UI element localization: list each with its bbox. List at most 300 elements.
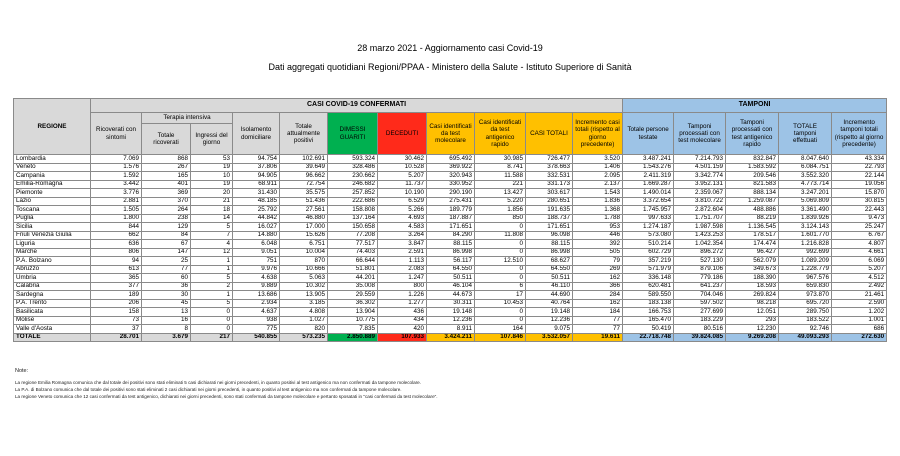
- value-cell: 77: [573, 316, 623, 325]
- value-cell: 102.691: [280, 155, 328, 164]
- value-cell: 12.051: [726, 308, 779, 317]
- value-cell: 1.042.354: [674, 240, 726, 249]
- totals-row: [14, 333, 887, 342]
- value-cell: 2.492: [832, 282, 887, 291]
- value-cell: 488.886: [726, 206, 779, 215]
- value-cell: 0: [191, 308, 233, 317]
- value-cell: 77: [142, 265, 191, 274]
- value-cell: 2.095: [573, 172, 623, 181]
- value-cell: 10: [191, 172, 233, 181]
- value-cell: 40.764: [526, 299, 573, 308]
- value-cell: 832.847: [726, 155, 779, 164]
- value-cell: 0: [475, 248, 526, 257]
- region-cell: Valle d'Aosta: [14, 325, 91, 334]
- value-cell: 3.247.201: [779, 189, 832, 198]
- value-cell: 10.528: [378, 163, 427, 172]
- value-cell: 369: [142, 189, 191, 198]
- value-cell: 303.617: [526, 189, 573, 198]
- header-casi-totali: CASI TOTALI: [526, 113, 573, 155]
- value-cell: 64.550: [427, 265, 475, 274]
- value-cell: 0: [191, 316, 233, 325]
- value-cell: 37: [91, 325, 142, 334]
- value-cell: 1.136.545: [726, 223, 779, 232]
- value-cell: 50.511: [427, 274, 475, 283]
- value-cell: 166.753: [623, 308, 674, 317]
- value-cell: 1.669.287: [623, 180, 674, 189]
- value-cell: 686: [832, 325, 887, 334]
- value-cell: 2.359.067: [674, 189, 726, 198]
- value-cell: 88.219: [726, 214, 779, 223]
- value-cell: 275.431: [427, 197, 475, 206]
- value-cell: 183.522: [779, 316, 832, 325]
- value-cell: 68.627: [526, 257, 573, 266]
- value-cell: 3.442: [91, 180, 142, 189]
- region-cell: P.A. Trento: [14, 299, 91, 308]
- value-cell: 162: [573, 299, 623, 308]
- value-cell: 230.662: [328, 172, 378, 181]
- value-cell: 72.754: [280, 180, 328, 189]
- table-row: [14, 248, 887, 257]
- value-cell: 10.666: [280, 265, 328, 274]
- value-cell: 4.501.159: [674, 163, 726, 172]
- region-cell: Veneto: [14, 163, 91, 172]
- value-cell: 30: [142, 291, 191, 300]
- value-cell: 39.824.085: [674, 333, 726, 342]
- value-cell: 22.443: [832, 206, 887, 215]
- value-cell: 973.870: [779, 291, 832, 300]
- value-cell: 4.638: [233, 274, 280, 283]
- value-cell: 293: [726, 316, 779, 325]
- value-cell: 277.699: [674, 308, 726, 317]
- value-cell: 332.531: [526, 172, 573, 181]
- value-cell: 4.583: [378, 223, 427, 232]
- value-cell: 573.235: [280, 333, 328, 342]
- value-cell: 92.746: [779, 325, 832, 334]
- value-cell: 189.779: [427, 206, 475, 215]
- note-line-2: La P.A. di Bolzano comunica che dal totale dei positivi sono stati eliminati 2 casi dichiarati nei giorni precedenti, in quanto positivi al test antigenico ma non confermati da tampone molecolare.: [15, 387, 402, 392]
- value-cell: 0: [475, 240, 526, 249]
- value-cell: 178.517: [726, 231, 779, 240]
- value-cell: 19: [191, 163, 233, 172]
- header-terapia-intensiva: Terapia intensiva: [142, 113, 233, 124]
- region-cell: Molise: [14, 316, 91, 325]
- header-group-tamponi: TAMPONI: [623, 99, 887, 113]
- value-cell: 22.718.748: [623, 333, 674, 342]
- value-cell: 800: [378, 282, 427, 291]
- report-title: 28 marzo 2021 - Aggiornamento casi Covid-19: [357, 43, 543, 53]
- region-cell: Abruzzo: [14, 265, 91, 274]
- value-cell: 150.658: [328, 223, 378, 232]
- value-cell: 992.699: [779, 248, 832, 257]
- value-cell: 365: [91, 274, 142, 283]
- value-cell: 19.148: [427, 308, 475, 317]
- value-cell: 46.110: [526, 282, 573, 291]
- value-cell: 888.134: [726, 189, 779, 198]
- value-cell: 15.870: [832, 189, 887, 198]
- value-cell: 938: [233, 316, 280, 325]
- value-cell: 613: [91, 265, 142, 274]
- value-cell: 3.264: [378, 231, 427, 240]
- table-row: [14, 274, 887, 283]
- header-totale-tamponi: TOTALE tamponi effettuati: [779, 113, 832, 155]
- value-cell: 289.750: [779, 308, 832, 317]
- value-cell: 67: [142, 240, 191, 249]
- value-cell: 6.048: [233, 240, 280, 249]
- region-cell: Toscana: [14, 206, 91, 215]
- value-cell: 5.207: [378, 172, 427, 181]
- value-cell: 870: [280, 257, 328, 266]
- value-cell: 9.051: [233, 248, 280, 257]
- value-cell: 269: [573, 265, 623, 274]
- value-cell: 602.729: [623, 248, 674, 257]
- value-cell: 272.630: [832, 333, 887, 342]
- value-cell: 4.807: [832, 240, 887, 249]
- value-cell: 0: [475, 316, 526, 325]
- value-cell: 11.588: [475, 172, 526, 181]
- value-cell: 77.517: [328, 240, 378, 249]
- value-cell: 189: [91, 291, 142, 300]
- table-row: [14, 155, 887, 164]
- value-cell: 66.644: [328, 257, 378, 266]
- region-cell: Marche: [14, 248, 91, 257]
- region-cell: Calabria: [14, 282, 91, 291]
- table-row: [14, 214, 887, 223]
- value-cell: 1.800: [91, 214, 142, 223]
- value-cell: 6.084.751: [779, 163, 832, 172]
- value-cell: 22.144: [832, 172, 887, 181]
- value-cell: 36: [142, 282, 191, 291]
- value-cell: 88.115: [526, 240, 573, 249]
- value-cell: 7.069: [91, 155, 142, 164]
- value-cell: 1.423.253: [674, 231, 726, 240]
- value-cell: 436: [378, 308, 427, 317]
- table-row: [14, 163, 887, 172]
- value-cell: 0: [475, 223, 526, 232]
- value-cell: 1.259.087: [726, 197, 779, 206]
- value-cell: 217: [191, 333, 233, 342]
- value-cell: 37.806: [233, 163, 280, 172]
- region-cell: Liguria: [14, 240, 91, 249]
- value-cell: 1.226: [378, 291, 427, 300]
- value-cell: 56.117: [427, 257, 475, 266]
- value-cell: 80.516: [674, 325, 726, 334]
- value-cell: 7.835: [328, 325, 378, 334]
- value-cell: 45: [142, 299, 191, 308]
- value-cell: 5: [191, 299, 233, 308]
- value-cell: 589.550: [623, 291, 674, 300]
- value-cell: 997.633: [623, 214, 674, 223]
- value-cell: 3.342.774: [674, 172, 726, 181]
- value-cell: 868: [142, 155, 191, 164]
- value-cell: 16: [142, 316, 191, 325]
- value-cell: 3.487.241: [623, 155, 674, 164]
- value-cell: 0: [475, 274, 526, 283]
- value-cell: 806: [91, 248, 142, 257]
- value-cell: 4.661: [832, 248, 887, 257]
- value-cell: 1.228.779: [779, 265, 832, 274]
- value-cell: 1.247: [378, 274, 427, 283]
- value-cell: 2.850.889: [328, 333, 378, 342]
- header-casi-antigenico: Casi identificati da test antigenico rapido: [475, 113, 526, 155]
- value-cell: 1.406: [573, 163, 623, 172]
- value-cell: 165.470: [623, 316, 674, 325]
- value-cell: 2.137: [573, 180, 623, 189]
- value-cell: 12.230: [726, 325, 779, 334]
- table-row: [14, 223, 887, 232]
- value-cell: 3.952.131: [674, 180, 726, 189]
- value-cell: 6.069: [832, 257, 887, 266]
- value-cell: 336.148: [623, 274, 674, 283]
- value-cell: 320.943: [427, 172, 475, 181]
- value-cell: 659.830: [779, 282, 832, 291]
- value-cell: 60: [142, 274, 191, 283]
- value-cell: 1.368: [573, 206, 623, 215]
- value-cell: 14: [191, 214, 233, 223]
- value-cell: 96.427: [726, 248, 779, 257]
- value-cell: 12.510: [475, 257, 526, 266]
- value-cell: 191.635: [526, 206, 573, 215]
- value-cell: 53: [191, 155, 233, 164]
- value-cell: 73: [91, 316, 142, 325]
- header-totale-positivi: Totale attualmente positivi: [280, 113, 328, 155]
- value-cell: 50.419: [623, 325, 674, 334]
- value-cell: 36.302: [328, 299, 378, 308]
- table-row: [14, 257, 887, 266]
- value-cell: 35.575: [280, 189, 328, 198]
- header-ti-ingressi: Ingressi del giorno: [191, 124, 233, 155]
- value-cell: 39.649: [280, 163, 328, 172]
- value-cell: 377: [91, 282, 142, 291]
- value-cell: 366: [573, 282, 623, 291]
- value-cell: 269.824: [726, 291, 779, 300]
- value-cell: 1.505: [91, 206, 142, 215]
- value-cell: 2.934: [233, 299, 280, 308]
- value-cell: 8.047.640: [779, 155, 832, 164]
- value-cell: 187.887: [427, 214, 475, 223]
- value-cell: 4.773.714: [779, 180, 832, 189]
- value-cell: 370: [142, 197, 191, 206]
- value-cell: 2.083: [378, 265, 427, 274]
- value-cell: 2.872.604: [674, 206, 726, 215]
- value-cell: 1.274.187: [623, 223, 674, 232]
- value-cell: 2: [191, 282, 233, 291]
- value-cell: 1.583.592: [726, 163, 779, 172]
- header-deceduti: DECEDUTI: [378, 113, 427, 155]
- value-cell: 44.842: [233, 214, 280, 223]
- value-cell: 137.164: [328, 214, 378, 223]
- value-cell: 171.651: [526, 223, 573, 232]
- value-cell: 86.998: [427, 248, 475, 257]
- value-cell: 184: [573, 308, 623, 317]
- value-cell: 88.115: [427, 240, 475, 249]
- table-row: [14, 231, 887, 240]
- value-cell: 3.361.490: [779, 206, 832, 215]
- value-cell: 3.776: [91, 189, 142, 198]
- value-cell: 98.218: [726, 299, 779, 308]
- value-cell: 30.985: [475, 155, 526, 164]
- header-incremento-casi: Incremento casi totali (rispetto al giorno precedente): [573, 113, 623, 155]
- value-cell: 44.201: [328, 274, 378, 283]
- value-cell: 1.745.957: [623, 206, 674, 215]
- value-cell: 9.075: [526, 325, 573, 334]
- value-cell: 1.543: [573, 189, 623, 198]
- value-cell: 4.693: [378, 214, 427, 223]
- header-ti-totale: Totale ricoverati: [142, 124, 191, 155]
- value-cell: 31.430: [233, 189, 280, 198]
- header-group-casi: CASI COVID-19 CONFERMATI: [91, 99, 623, 113]
- value-cell: 46.880: [280, 214, 328, 223]
- value-cell: 9.269.208: [726, 333, 779, 342]
- value-cell: 1.543.276: [623, 163, 674, 172]
- value-cell: 1.788: [573, 214, 623, 223]
- region-cell: TOTALE: [14, 333, 91, 342]
- value-cell: 5.069.809: [779, 197, 832, 206]
- value-cell: 434: [378, 316, 427, 325]
- value-cell: 0: [475, 308, 526, 317]
- table-row: [14, 299, 887, 308]
- value-cell: 44.673: [427, 291, 475, 300]
- value-cell: 48.185: [233, 197, 280, 206]
- value-cell: 10.302: [280, 282, 328, 291]
- value-cell: 3.424.211: [427, 333, 475, 342]
- value-cell: 378.663: [526, 163, 573, 172]
- value-cell: 357.219: [623, 257, 674, 266]
- value-cell: 84: [142, 231, 191, 240]
- value-cell: 1: [191, 265, 233, 274]
- value-cell: 3.679: [142, 333, 191, 342]
- value-cell: 19: [191, 180, 233, 189]
- value-cell: 571.979: [623, 265, 674, 274]
- value-cell: 620.481: [623, 282, 674, 291]
- table-row: [14, 316, 887, 325]
- value-cell: 2.591: [378, 248, 427, 257]
- covid-data-table: [13, 98, 887, 342]
- value-cell: 879.106: [674, 265, 726, 274]
- value-cell: 446: [573, 231, 623, 240]
- value-cell: 1.576: [91, 163, 142, 172]
- value-cell: 35.008: [328, 282, 378, 291]
- value-cell: 779.186: [674, 274, 726, 283]
- value-cell: 28.701: [91, 333, 142, 342]
- value-cell: 16.027: [233, 223, 280, 232]
- table-row: [14, 240, 887, 249]
- value-cell: 6.751: [280, 240, 328, 249]
- value-cell: 43.334: [832, 155, 887, 164]
- header-casi-molecolare: Casi identificati da test molecolare: [427, 113, 475, 155]
- value-cell: 11.808: [475, 231, 526, 240]
- value-cell: 49.093.293: [779, 333, 832, 342]
- value-cell: 64.550: [526, 265, 573, 274]
- value-cell: 14.880: [233, 231, 280, 240]
- value-cell: 1.839.926: [779, 214, 832, 223]
- table-row: [14, 197, 887, 206]
- value-cell: 820: [280, 325, 328, 334]
- value-cell: 2.590: [832, 299, 887, 308]
- value-cell: 636: [91, 240, 142, 249]
- value-cell: 3.372.654: [623, 197, 674, 206]
- value-cell: 25.792: [233, 206, 280, 215]
- value-cell: 20: [191, 189, 233, 198]
- value-cell: 775: [233, 325, 280, 334]
- value-cell: 5: [191, 223, 233, 232]
- region-cell: Sardegna: [14, 291, 91, 300]
- value-cell: 13.686: [233, 291, 280, 300]
- value-cell: 68.911: [233, 180, 280, 189]
- table-row: [14, 172, 887, 181]
- header-totale-persone: Totale persone testate: [623, 113, 674, 155]
- value-cell: 392: [573, 240, 623, 249]
- value-cell: 844: [91, 223, 142, 232]
- value-cell: 9.976: [233, 265, 280, 274]
- value-cell: 5.220: [475, 197, 526, 206]
- value-cell: 10.190: [378, 189, 427, 198]
- value-cell: 8: [142, 325, 191, 334]
- value-cell: 284: [573, 291, 623, 300]
- value-cell: 3.185: [280, 299, 328, 308]
- value-cell: 4.637: [233, 308, 280, 317]
- value-cell: 10.004: [280, 248, 328, 257]
- value-cell: 22.793: [832, 163, 887, 172]
- value-cell: 1: [191, 257, 233, 266]
- value-cell: 12.236: [526, 316, 573, 325]
- region-cell: Puglia: [14, 214, 91, 223]
- value-cell: 330.952: [427, 180, 475, 189]
- value-cell: 4.808: [280, 308, 328, 317]
- value-cell: 695.492: [427, 155, 475, 164]
- region-cell: P.A. Bolzano: [14, 257, 91, 266]
- value-cell: 27.561: [280, 206, 328, 215]
- value-cell: 8.911: [427, 325, 475, 334]
- value-cell: 7: [191, 231, 233, 240]
- value-cell: 7.214.793: [674, 155, 726, 164]
- value-cell: 1: [191, 291, 233, 300]
- value-cell: 221: [475, 180, 526, 189]
- value-cell: 9.889: [233, 282, 280, 291]
- value-cell: 188.390: [726, 274, 779, 283]
- value-cell: 77: [573, 325, 623, 334]
- value-cell: 662: [91, 231, 142, 240]
- region-cell: Umbria: [14, 274, 91, 283]
- value-cell: 246.682: [328, 180, 378, 189]
- value-cell: 1.202: [832, 308, 887, 317]
- value-cell: 18.593: [726, 282, 779, 291]
- table-row: [14, 189, 887, 198]
- value-cell: 369.922: [427, 163, 475, 172]
- value-cell: 209.546: [726, 172, 779, 181]
- value-cell: 280.651: [526, 197, 573, 206]
- value-cell: 401: [142, 180, 191, 189]
- value-cell: 331.173: [526, 180, 573, 189]
- header-ricoverati: Ricoverati con sintomi: [91, 113, 142, 155]
- value-cell: 13.904: [328, 308, 378, 317]
- value-cell: 896.272: [674, 248, 726, 257]
- value-cell: 129: [142, 223, 191, 232]
- value-cell: 206: [91, 299, 142, 308]
- value-cell: 25: [142, 257, 191, 266]
- value-cell: 11.737: [378, 180, 427, 189]
- header-dimessi: DIMESSI GUARITI: [328, 113, 378, 155]
- header-tamponi-molecolare: Tamponi processati con test molecolare: [674, 113, 726, 155]
- value-cell: 5: [191, 274, 233, 283]
- value-cell: 3.532.057: [526, 333, 573, 342]
- table-row: [14, 291, 887, 300]
- value-cell: 5.063: [280, 274, 328, 283]
- value-cell: 6: [475, 282, 526, 291]
- value-cell: 86.998: [526, 248, 573, 257]
- value-cell: 94: [91, 257, 142, 266]
- notes-heading: Note:: [15, 368, 29, 374]
- value-cell: 13: [142, 308, 191, 317]
